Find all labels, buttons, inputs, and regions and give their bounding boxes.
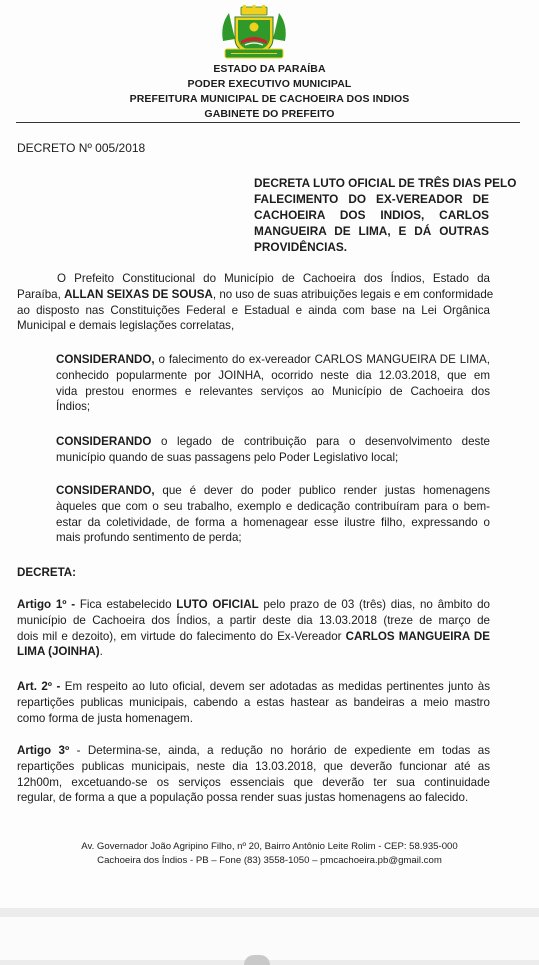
text-line: 12h00m, excetuando-se os serviços essenciais que deverão ter sua continuidade (17, 775, 490, 789)
text-line (17, 287, 494, 303)
text-line (17, 597, 490, 613)
artigo-1 (17, 597, 490, 660)
text-line (17, 743, 490, 759)
text-line: município de Cachoeira dos Índios, a partir deste dia 13.03.2018 (treze de março de (17, 613, 490, 627)
text-run: pelo prazo de 03 (três) dias, no âmbito do (258, 598, 490, 611)
text-line: município quando de suas passagens pelo Poder Legislativo local; (56, 450, 399, 464)
text-run: o legado de contribuição para o desenvolvimento deste (151, 435, 490, 448)
considerando-label: CONSIDERANDO, (56, 353, 155, 366)
artigo-3 (17, 743, 490, 806)
text-run: , no uso de suas atribuições legais e em conformidade (212, 287, 494, 301)
article-label: Art. 2º - (17, 680, 61, 693)
deceased-name: CARLOS MANGUEIRA DE (345, 629, 491, 643)
text-run: o falecimento do ex-vereador CARLOS MANGUEIRA DE LIMA, (154, 353, 490, 366)
next-page-crest-edge (244, 955, 270, 965)
preamble-paragraph (17, 271, 494, 334)
letterhead-office: GABINETE DO PREFEITO (204, 108, 335, 120)
text-line: repartições publicas municipais, neste dia 13.03.2018, que deverão funcionar até as (17, 759, 490, 773)
text-line: Municipal e demais legislações correlatas, (17, 319, 235, 333)
article-label: Artigo 3º (17, 744, 70, 757)
considerando-paragraph-3 (56, 483, 490, 546)
text-line: ao disposto nas Constituições Federal e Estadual e ainda com base na Lei Orgânica (17, 303, 490, 317)
mayor-name: ALLAN SEIXAS DE SOUSA (64, 287, 213, 301)
text-run: Em respeito ao luto oficial, devem ser adotadas as medidas pertinentes junto às (60, 680, 491, 693)
article-label: Artigo 1º - (17, 598, 76, 611)
considerando-paragraph-2 (56, 434, 490, 466)
text-line (17, 644, 490, 660)
text-line (17, 679, 490, 695)
next-page-edge (0, 917, 539, 960)
text-line: estar da coletividade, de forma a homenagear esse ilustre filho, expressando o (56, 515, 490, 529)
ementa-line: DECRETA LUTO OFICIAL DE TRÊS DIAS PELO (254, 176, 517, 190)
ementa-line: FALECIMENTO DO EX-VEREADOR DE (254, 192, 489, 206)
decreta-heading: DECRETA: (17, 566, 77, 579)
text-line (56, 434, 490, 450)
ementa-line: CACHOEIRA DOS INDIOS, CARLOS (254, 208, 489, 222)
ementa-line: MANGUEIRA DE LIMA, E DÁ OUTRAS (254, 224, 489, 238)
text-run: . (99, 645, 103, 659)
text-line: Índios; (56, 400, 91, 414)
considerando-label: CONSIDERANDO, (56, 484, 155, 497)
ementa-line: PROVIDÊNCIAS. (254, 240, 348, 254)
footer-contact: Cachoeira dos Índios - PB – Fone (83) 3558-1050 – pmcachoeira.pb@gmail.com (97, 855, 442, 866)
text-line: O Prefeito Constitucional do Município de Cachoeira dos Índios, Estado da (57, 272, 490, 285)
text-run: Fica estabelecido (75, 598, 177, 611)
text-line (56, 352, 490, 368)
letterhead-state: ESTADO DA PARAÍBA (213, 63, 326, 75)
decree-number: DECRETO Nº 005/2018 (17, 141, 146, 155)
artigo-2 (17, 679, 490, 726)
text-run: dois mil e dezoito), em virtude do falecimento do Ex-Vereador (17, 629, 346, 643)
text-run: Paraíba, (17, 287, 65, 301)
text-line: regular, de forma a que a população possa render suas justas homenagens ao falecido. (17, 791, 469, 805)
text-line (56, 483, 490, 499)
text-line: conhecido popularmente por JOINHA, ocorrido neste dia 12.03.2018, que em (56, 368, 490, 382)
letterhead-power: PODER EXECUTIVO MUNICIPAL (187, 78, 352, 90)
text-line: mais profundo sentimento de perda; (56, 531, 242, 545)
considerando-label: CONSIDERANDO (56, 435, 152, 448)
letterhead-municipality: PREFEITURA MUNICIPAL DE CACHOEIRA DOS INDIOS (129, 93, 410, 105)
luto-oficial-text: LUTO OFICIAL (176, 598, 259, 611)
deceased-name: LIMA (JOINHA) (17, 645, 100, 659)
text-run: que é dever do poder publico render justas homenagens (154, 484, 490, 497)
municipal-coat-of-arms (219, 5, 289, 63)
considerando-paragraph-1 (56, 352, 490, 415)
footer-address: Av. Governador João Agripino Filho, nº 20, Bairro Antônio Leite Rolim - CEP: 58.935-000 (81, 841, 458, 852)
text-line: vida prestou enormes e relevantes serviços ao Município de Cachoeira dos (56, 384, 490, 398)
text-line (17, 629, 490, 645)
decree-ementa (254, 175, 517, 255)
text-line: como forma de justa homenagem. (17, 711, 193, 725)
text-line: repartições publicas municipais, cabendo a estas hastear as bandeiras a meio mastro (17, 695, 490, 709)
text-run: - Determina-se, ainda, a redução no horário de expediente em todas as (69, 744, 490, 757)
text-line: àqueles que com o seu trabalho, exemplo e dedicação contribuíram para o bem- (56, 499, 490, 513)
header-divider (16, 122, 520, 123)
